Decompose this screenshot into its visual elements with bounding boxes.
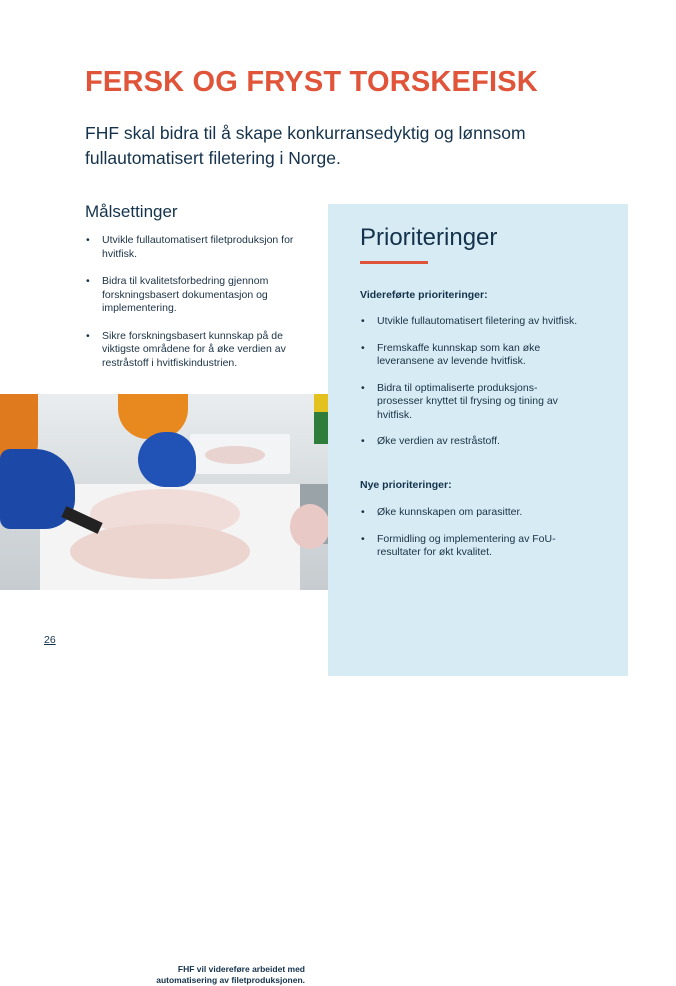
bullet-icon: •: [86, 275, 90, 287]
priorities-panel: [328, 204, 628, 676]
bullet-icon: •: [361, 315, 365, 327]
list-item: • Utvikle fullautomatisert filetproduksjon for hvitfisk.: [86, 234, 294, 260]
list-item: • Bidra til optimaliserte produksjons-prosesser knyttet til frysing og tining av hvitfisk.: [361, 381, 558, 421]
priorities-heading: Prioriteringer: [360, 224, 498, 251]
list-item: • Øke kunnskapen om parasitter.: [361, 506, 523, 518]
photo-orange-sleeve-right: [118, 394, 188, 439]
photo-fillet: [290, 504, 330, 549]
bullet-icon: •: [361, 532, 365, 545]
bullet-icon: •: [361, 506, 365, 518]
list-item: • Bidra til kvalitetsforbedring gjennom forskningsbasert dokumentasjon og implementering.: [86, 275, 269, 314]
bullet-icon: •: [361, 341, 365, 354]
page-number[interactable]: 26: [44, 634, 56, 646]
list-item: • Utvikle fullautomatisert filetering av hvitfisk.: [361, 315, 578, 327]
list-item: • Sikre forskningsbasert kunnskap på de viktigste områdene for å øke verdien av restråstoff i hvitfiskindustrien.: [86, 329, 286, 369]
photo-fillet: [205, 446, 265, 464]
heading-underline: [360, 261, 428, 264]
continued-priorities-list: [360, 315, 580, 462]
photo-blue-glove-right: [138, 432, 196, 487]
photo-caption: FHF vil videreføre arbeidet med automatisering av filetproduksjonen.: [145, 960, 309, 984]
new-priorities-list: [360, 506, 580, 573]
list-item: • Øke verdien av restråstoff.: [361, 435, 500, 447]
goals-heading: Målsettinger: [85, 202, 178, 221]
new-priorities-heading: Nye prioriteringer:: [360, 479, 452, 491]
bullet-icon: •: [361, 435, 365, 447]
bullet-icon: •: [86, 329, 90, 342]
list-item: • Fremskaffe kunnskap som kan øke leveransene av levende hvitfisk.: [361, 341, 541, 367]
bullet-icon: •: [361, 381, 365, 394]
continued-priorities-heading: Videreførte prioriteringer:: [360, 289, 488, 301]
goals-list: [85, 234, 310, 384]
list-item: • Formidling og implementering av FoU-resultater for økt kvalitet.: [361, 532, 556, 558]
lead-paragraph: FHF skal bidra til å skape konkurransedyktig og lønnsom fullautomatisert filetering i Norge.: [85, 123, 526, 168]
bullet-icon: •: [86, 234, 90, 246]
page-title: FERSK OG FRYST TORSKEFISK: [85, 66, 538, 98]
photo-bottle-cap: [314, 394, 328, 412]
